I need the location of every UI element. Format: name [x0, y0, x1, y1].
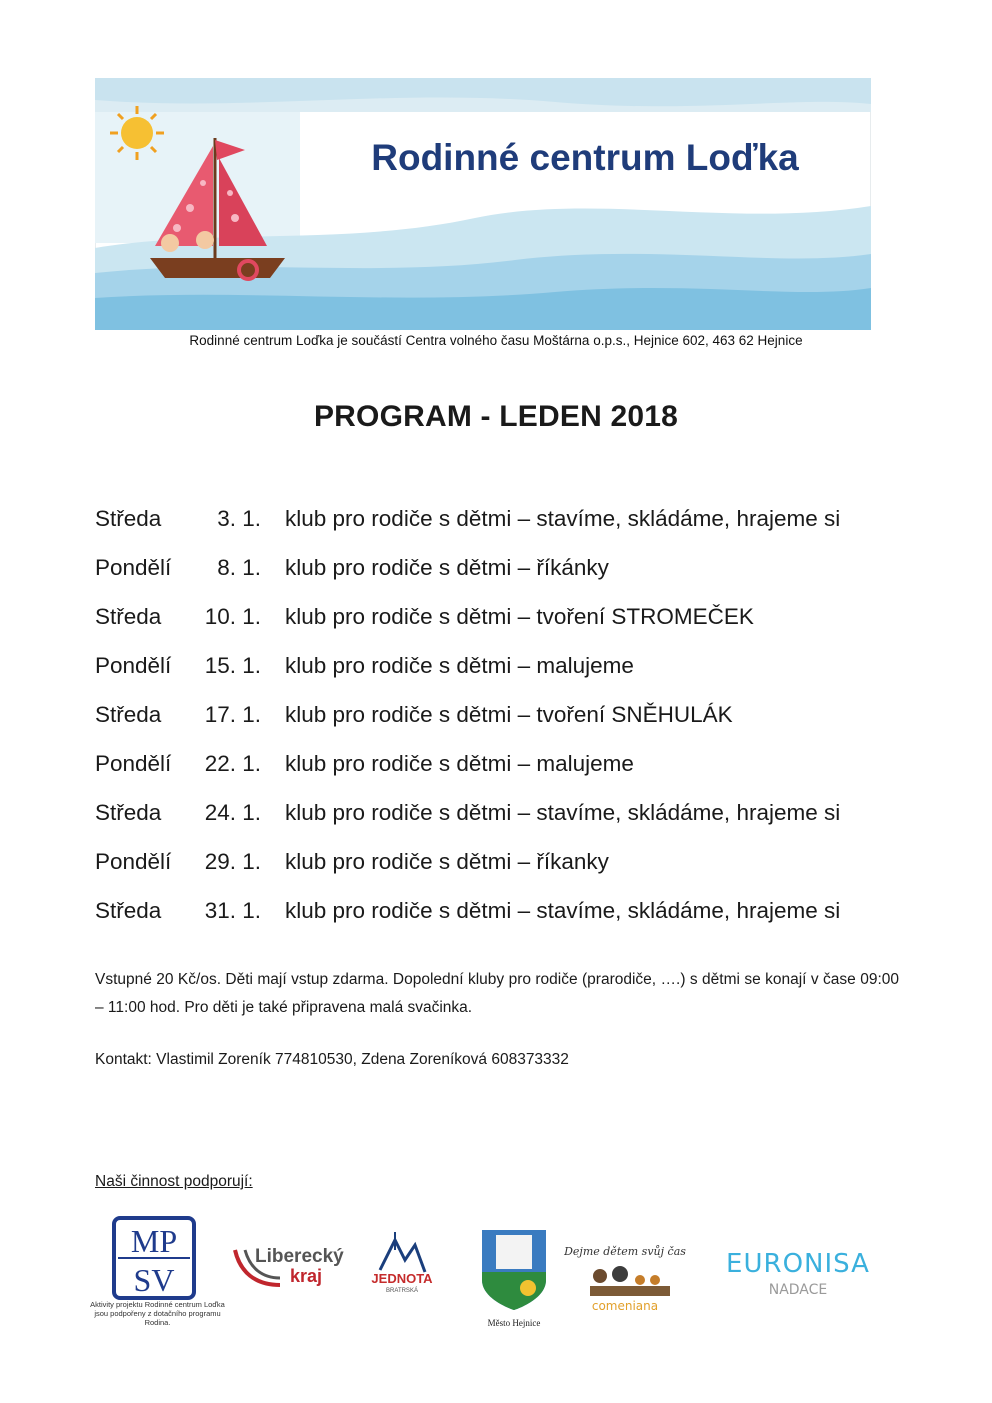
mpsv-note: Aktivity projektu Rodinné centrum Loďka jsou podpořeny z dotačního programu Rodina. — [90, 1300, 225, 1327]
program-activity: klub pro rodiče s dětmi – tvoření SNĚHULÁK — [285, 702, 733, 727]
svg-text:Dejme dětem svůj čas: Dejme dětem svůj čas — [564, 1245, 686, 1258]
svg-text:NADACE: NADACE — [768, 1282, 828, 1298]
svg-text:EURONISA: EURONISA — [726, 1249, 870, 1279]
page-title: PROGRAM - LEDEN 2018 — [313, 400, 679, 433]
program-row — [95, 894, 915, 943]
jednota-bratrska-logo — [371, 1232, 433, 1294]
program-row — [95, 747, 915, 796]
program-activity: klub pro rodiče s dětmi – stavíme, skládáme, hrajeme si — [285, 506, 841, 531]
contact-info: Kontakt: Vlastimil Zoreník 774810530, Zdena Zoreníková 608373332 — [95, 1051, 569, 1068]
program-row — [95, 698, 915, 747]
comeniana-logo — [563, 1245, 686, 1313]
program-day: Pondělí — [95, 751, 172, 776]
program-activity: klub pro rodiče s dětmi – malujeme — [285, 751, 634, 776]
svg-text:kraj: kraj — [290, 1266, 323, 1286]
program-activity: klub pro rodiče s dětmi – říkánky — [285, 555, 609, 580]
svg-text:comeniana: comeniana — [591, 1299, 659, 1313]
euronisa-logo — [726, 1249, 870, 1298]
program-day: Středa — [95, 702, 162, 727]
supporters-heading: Naši činnost podporují: — [95, 1173, 253, 1190]
program-row — [95, 502, 915, 551]
program-day: Středa — [95, 800, 162, 825]
program-date: 22. 1. — [204, 751, 261, 776]
svg-text:Liberecký: Liberecký — [255, 1246, 344, 1267]
program-date: 31. 1. — [204, 898, 261, 923]
program-activity: klub pro rodiče s dětmi – říkanky — [285, 849, 609, 874]
program-list — [95, 502, 915, 943]
hejnice-coat-of-arms — [482, 1230, 546, 1328]
program-date: 29. 1. — [204, 849, 261, 874]
program-row — [95, 551, 915, 600]
program-activity: klub pro rodiče s dětmi – malujeme — [285, 653, 634, 678]
svg-text:MP: MP — [130, 1223, 178, 1259]
program-day: Středa — [95, 604, 162, 629]
program-activity: klub pro rodiče s dětmi – stavíme, skládáme, hrajeme si — [285, 898, 841, 923]
program-date: 17. 1. — [204, 702, 261, 727]
program-row — [95, 600, 915, 649]
program-day: Pondělí — [95, 653, 172, 678]
program-day: Pondělí — [95, 849, 172, 874]
program-row — [95, 796, 915, 845]
program-date: 15. 1. — [204, 653, 261, 678]
svg-text:JEDNOTA: JEDNOTA — [371, 1271, 433, 1286]
program-day: Středa — [95, 898, 162, 923]
program-day: Pondělí — [95, 555, 172, 580]
program-date: 24. 1. — [204, 800, 261, 825]
program-activity: klub pro rodiče s dětmi – stavíme, skládáme, hrajeme si — [285, 800, 841, 825]
svg-text:SV: SV — [133, 1262, 175, 1298]
program-row — [95, 845, 915, 894]
banner-title: Rodinné centrum Loďka — [371, 137, 799, 178]
liberecky-kraj-logo — [235, 1246, 344, 1286]
program-date: 3. 1. — [217, 506, 261, 531]
banner-caption: Rodinné centrum Loďka je součástí Centra volného času Moštárna o.p.s., Hejnice 602, 463 62 Hejnice — [189, 333, 803, 348]
program-day: Středa — [95, 506, 162, 531]
entry-note: Vstupné 20 Kč/os. Děti mají vstup zdarma. Dopolední kluby pro rodiče (prarodiče, ….) s dětmi se konají v čase 09:00 – 11:00 hod. Pro děti je také připravena malá svačinka. — [95, 971, 899, 1016]
program-date: 10. 1. — [204, 604, 261, 629]
svg-text:BRATRSKÁ: BRATRSKÁ — [386, 1288, 418, 1294]
program-activity: klub pro rodiče s dětmi – tvoření STROMEČEK — [285, 604, 754, 629]
program-row — [95, 649, 915, 698]
header-banner — [95, 78, 871, 330]
mpsv-logo — [114, 1218, 194, 1298]
program-date: 8. 1. — [217, 555, 261, 580]
svg-text:Město Hejnice: Město Hejnice — [487, 1318, 541, 1328]
